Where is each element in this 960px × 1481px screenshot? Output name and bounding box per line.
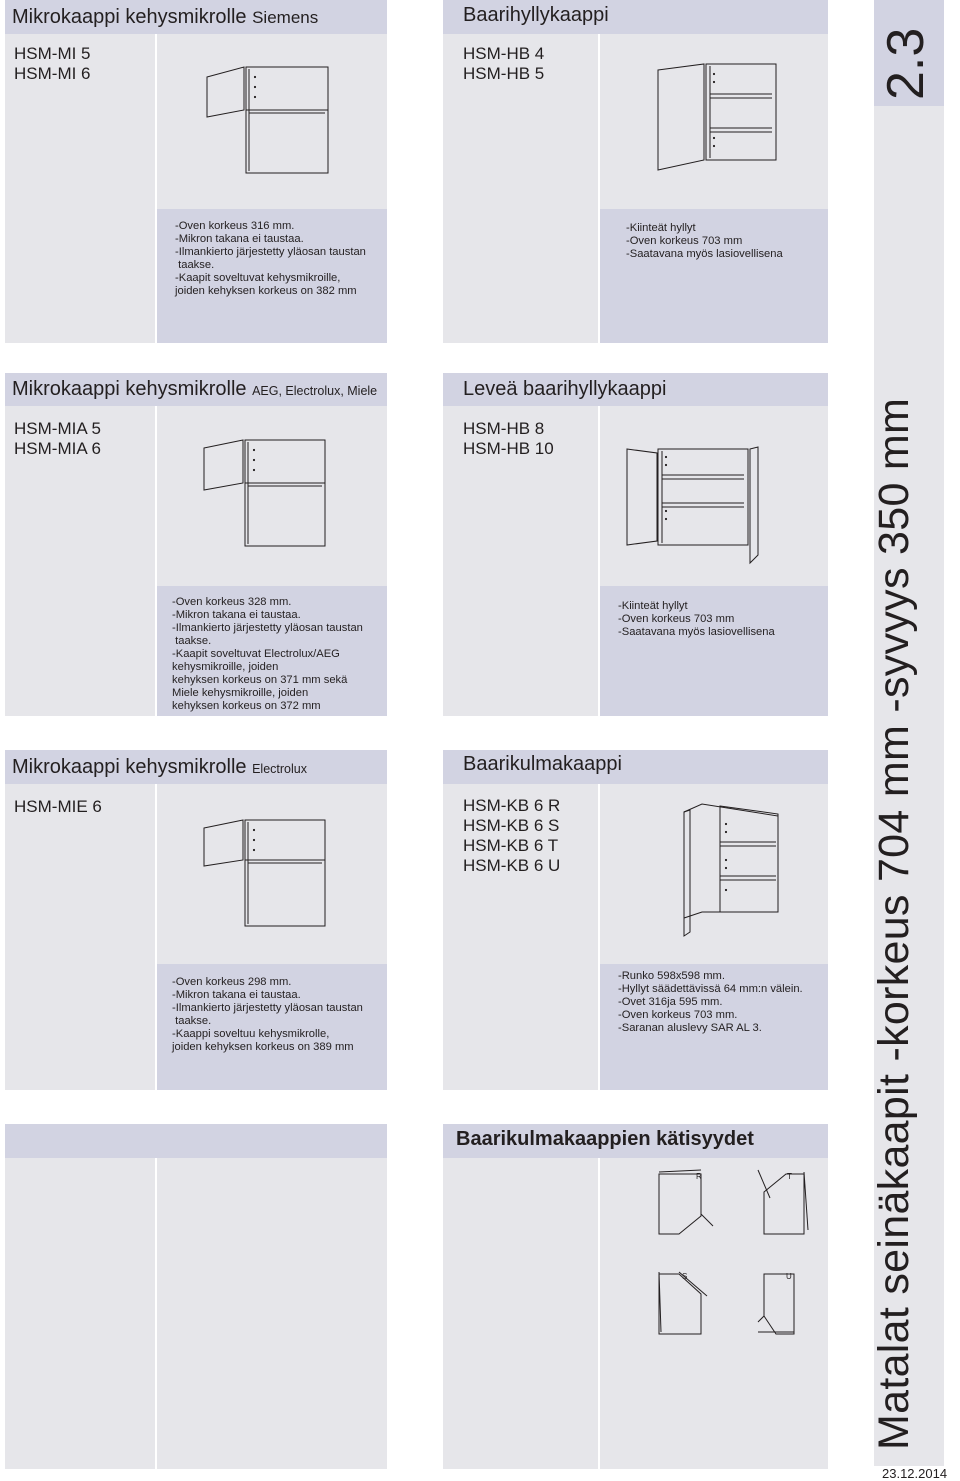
section-title-kbh: Baarikulmakaappien kätisyydet xyxy=(456,1128,754,1150)
handedness-label-t: T xyxy=(787,1172,792,1181)
handedness-label-u: U xyxy=(786,1272,792,1281)
date: 23.12.2014 xyxy=(882,1466,948,1481)
section-title-hbw: Leveä baarihyllykaappi xyxy=(463,378,667,400)
panel-empty-header xyxy=(5,1124,387,1158)
handedness-label-s: S xyxy=(682,1272,688,1281)
cabinet-drawing-hb xyxy=(654,62,779,174)
handedness-drawing-r xyxy=(657,1166,717,1236)
section-title-hb: Baarihyllykaappi xyxy=(463,4,609,26)
handedness-drawing-u xyxy=(754,1266,814,1336)
models-mia: HSM-MIA 5 HSM-MIA 6 xyxy=(14,419,101,458)
desc-hb: -Kiinteät hyllyt -Oven korkeus 703 mm -Saatavana myös lasiovellisena xyxy=(626,222,783,260)
handedness-label-r: R xyxy=(696,1172,702,1181)
page-number: 2.3 xyxy=(877,27,935,100)
section-title-mia xyxy=(12,378,377,401)
models-mie: HSM-MIE 6 xyxy=(14,797,102,816)
models-hbw: HSM-HB 8 HSM-HB 10 xyxy=(463,419,554,458)
desc-mi: -Oven korkeus 316 mm. -Mikron takana ei taustaa. -Ilmankierto järjestetty yläosan taustan taakse. -Kaapit soveltuvat kehysmikroille, joiden kehyksen korkeus on 382 mm xyxy=(175,220,366,297)
cabinet-drawing-mia xyxy=(200,438,330,550)
cabinet-drawing-mi xyxy=(203,65,333,175)
cabinet-drawing-mie xyxy=(200,818,330,930)
section-title-mi xyxy=(12,6,318,29)
title-text: Mikrokaappi kehysmikrolle xyxy=(12,756,247,778)
panel-kbh-left xyxy=(443,1124,598,1469)
panel-empty-body xyxy=(157,1158,387,1469)
title-text: Mikrokaappi kehysmikrolle xyxy=(12,378,247,400)
desc-mie: -Oven korkeus 298 mm. -Mikron takana ei taustaa. -Ilmankierto järjestetty yläosan taustan taakse. -Kaappi soveltuu kehysmikrolle, joiden kehyksen korkeus on 389 mm xyxy=(172,976,363,1053)
models-mi: HSM-MI 5 HSM-MI 6 xyxy=(14,44,91,83)
brand-text: Electrolux xyxy=(252,762,307,776)
desc-hbw: -Kiinteät hyllyt -Oven korkeus 703 mm -Saatavana myös lasiovellisena xyxy=(618,600,775,638)
cabinet-drawing-kb xyxy=(682,800,792,940)
side-title: Matalat seinäkaapit -korkeus 704 mm -syvyys 350 mm xyxy=(870,397,918,1450)
title-text: Mikrokaappi kehysmikrolle xyxy=(12,6,247,28)
desc-mia: -Oven korkeus 328 mm. -Mikron takana ei taustaa. -Ilmankierto järjestetty yläosan taustan taakse. -Kaapit soveltuvat Electrolux/AEG kehysmikroille, joiden kehyksen korkeus on 371 mm sekä Miele kehysmikroille, joiden kehyksen korkeus on 372 mm xyxy=(172,596,363,712)
panel-empty-left xyxy=(5,1124,155,1469)
models-hb: HSM-HB 4 HSM-HB 5 xyxy=(463,44,545,83)
brand-text: AEG, Electrolux, Miele xyxy=(252,384,378,398)
section-title-mie xyxy=(12,756,307,779)
models-kb: HSM-KB 6 R HSM-KB 6 S HSM-KB 6 T HSM-KB 6 U xyxy=(463,796,561,875)
section-title-kb: Baarikulmakaappi xyxy=(463,753,622,775)
cabinet-drawing-hbw xyxy=(624,445,764,570)
handedness-drawing-t xyxy=(754,1166,814,1236)
brand-text: Siemens xyxy=(252,8,319,27)
desc-kb: -Runko 598x598 mm. -Hyllyt säädettävissä 64 mm:n välein. -Ovet 316ja 595 mm. -Oven korkeus 703 mm. -Saranan aluslevy SAR AL 3. xyxy=(618,970,803,1034)
